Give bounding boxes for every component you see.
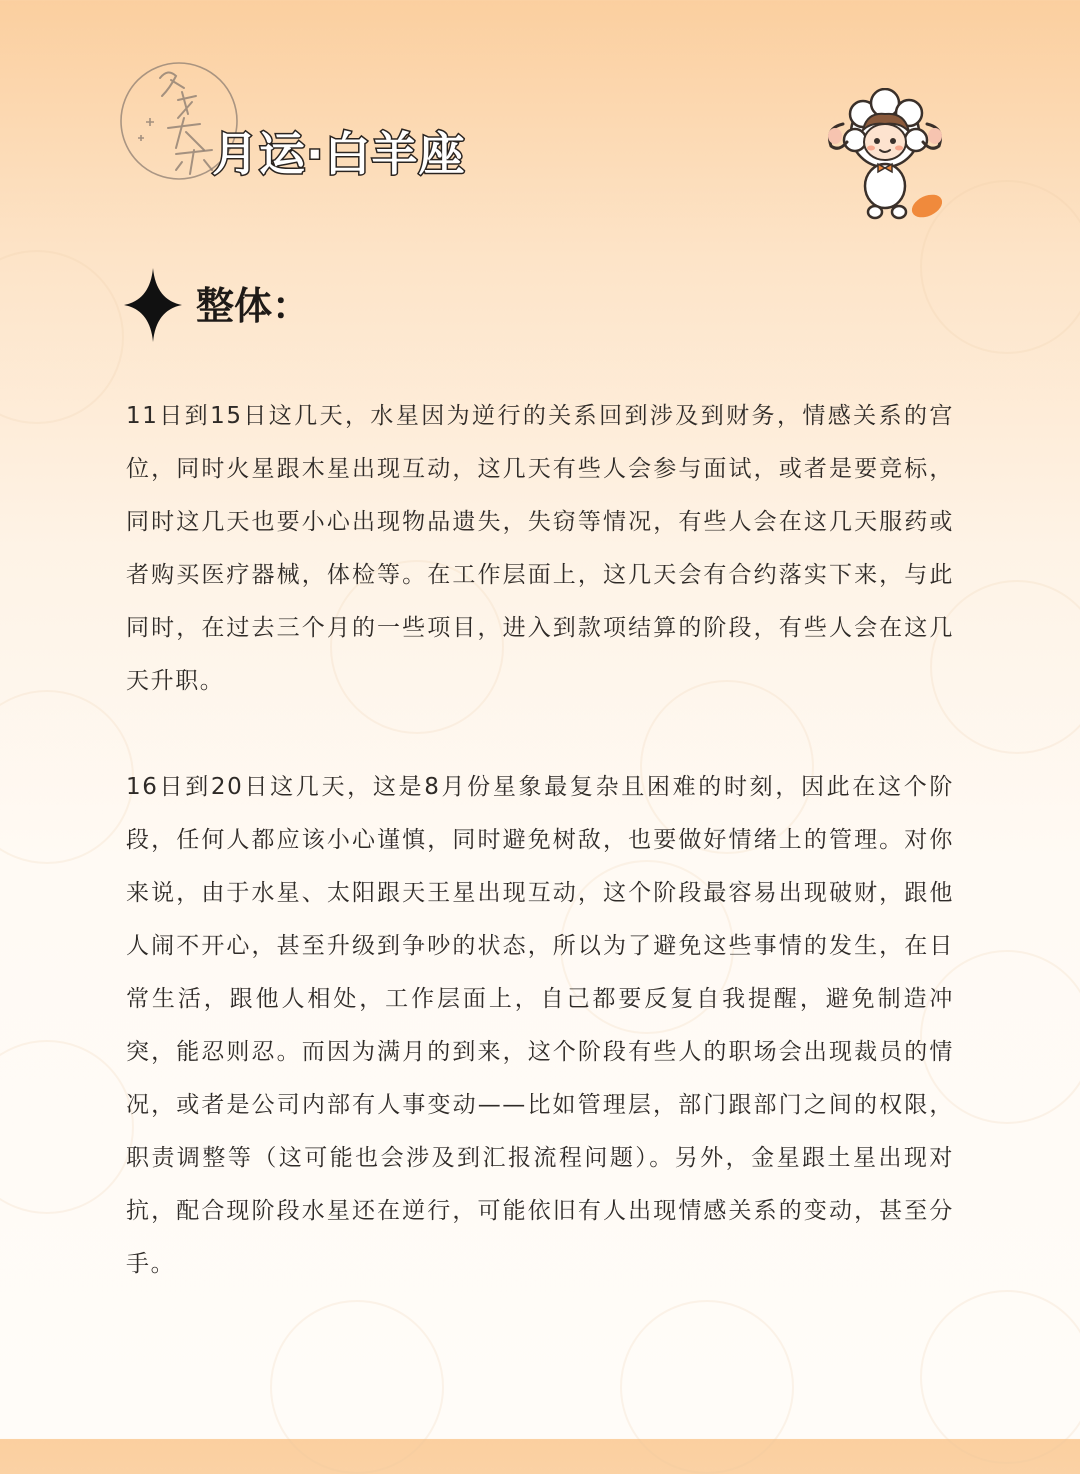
watermark-ring [0,690,134,864]
four-point-star-icon [124,268,182,342]
watermark-ring [0,250,124,424]
watermark-ring [920,1290,1080,1464]
watermark-ring [0,1040,134,1214]
body-paragraph: 11日到15日这几天，水星因为逆行的关系回到涉及到财务，情感关系的宫位，同时火星跟木星出现互动，这几天有些人会参与面试，或者是要竞标，同时这几天也要小心出现物品遗失，失窃等情况，有些人会在这几天服药或者购买医疗器械，体检等。在工作层面上，这几天会有合约落实下来，与此同时，在过去三个月的一些项目，进入到款项结算的阶段，有些人会在这几天升职。 [126,403,954,694]
page-title: 月运·白羊座 [212,127,466,181]
body-paragraph: 16日到20日这几天，这是8月份星象最复杂且困难的时刻，因此在这个阶段，任何人都应该小心谨慎，同时避免树敌，也要做好情绪上的管理。对你来说，由于水星、太阳跟天王星出现互动，这个阶段最容易出现破财，跟他人闹不开心，甚至升级到争吵的状态，所以为了避免这些事情的发生，在日常生活，跟他人相处，工作层面上，自己都要反复自我提醒，避免制造冲突，能忍则忍。而因为满月的到来，这个阶段有些人的职场会出现裁员的情况，或者是公司内部有人事变动——比如管理层，部门跟部门之间的权限，职责调整等（这可能也会涉及到汇报流程问题）。另外，金星跟土星出现对抗，配合现阶段水星还在逆行，可能依旧有人出现情感关系的变动，甚至分手。 [126,774,954,1277]
watermark-ring [620,1300,794,1474]
watermark-ring [270,1300,444,1474]
aries-sheep-mascot-icon [815,88,955,223]
section-heading: 整体： [196,284,311,328]
